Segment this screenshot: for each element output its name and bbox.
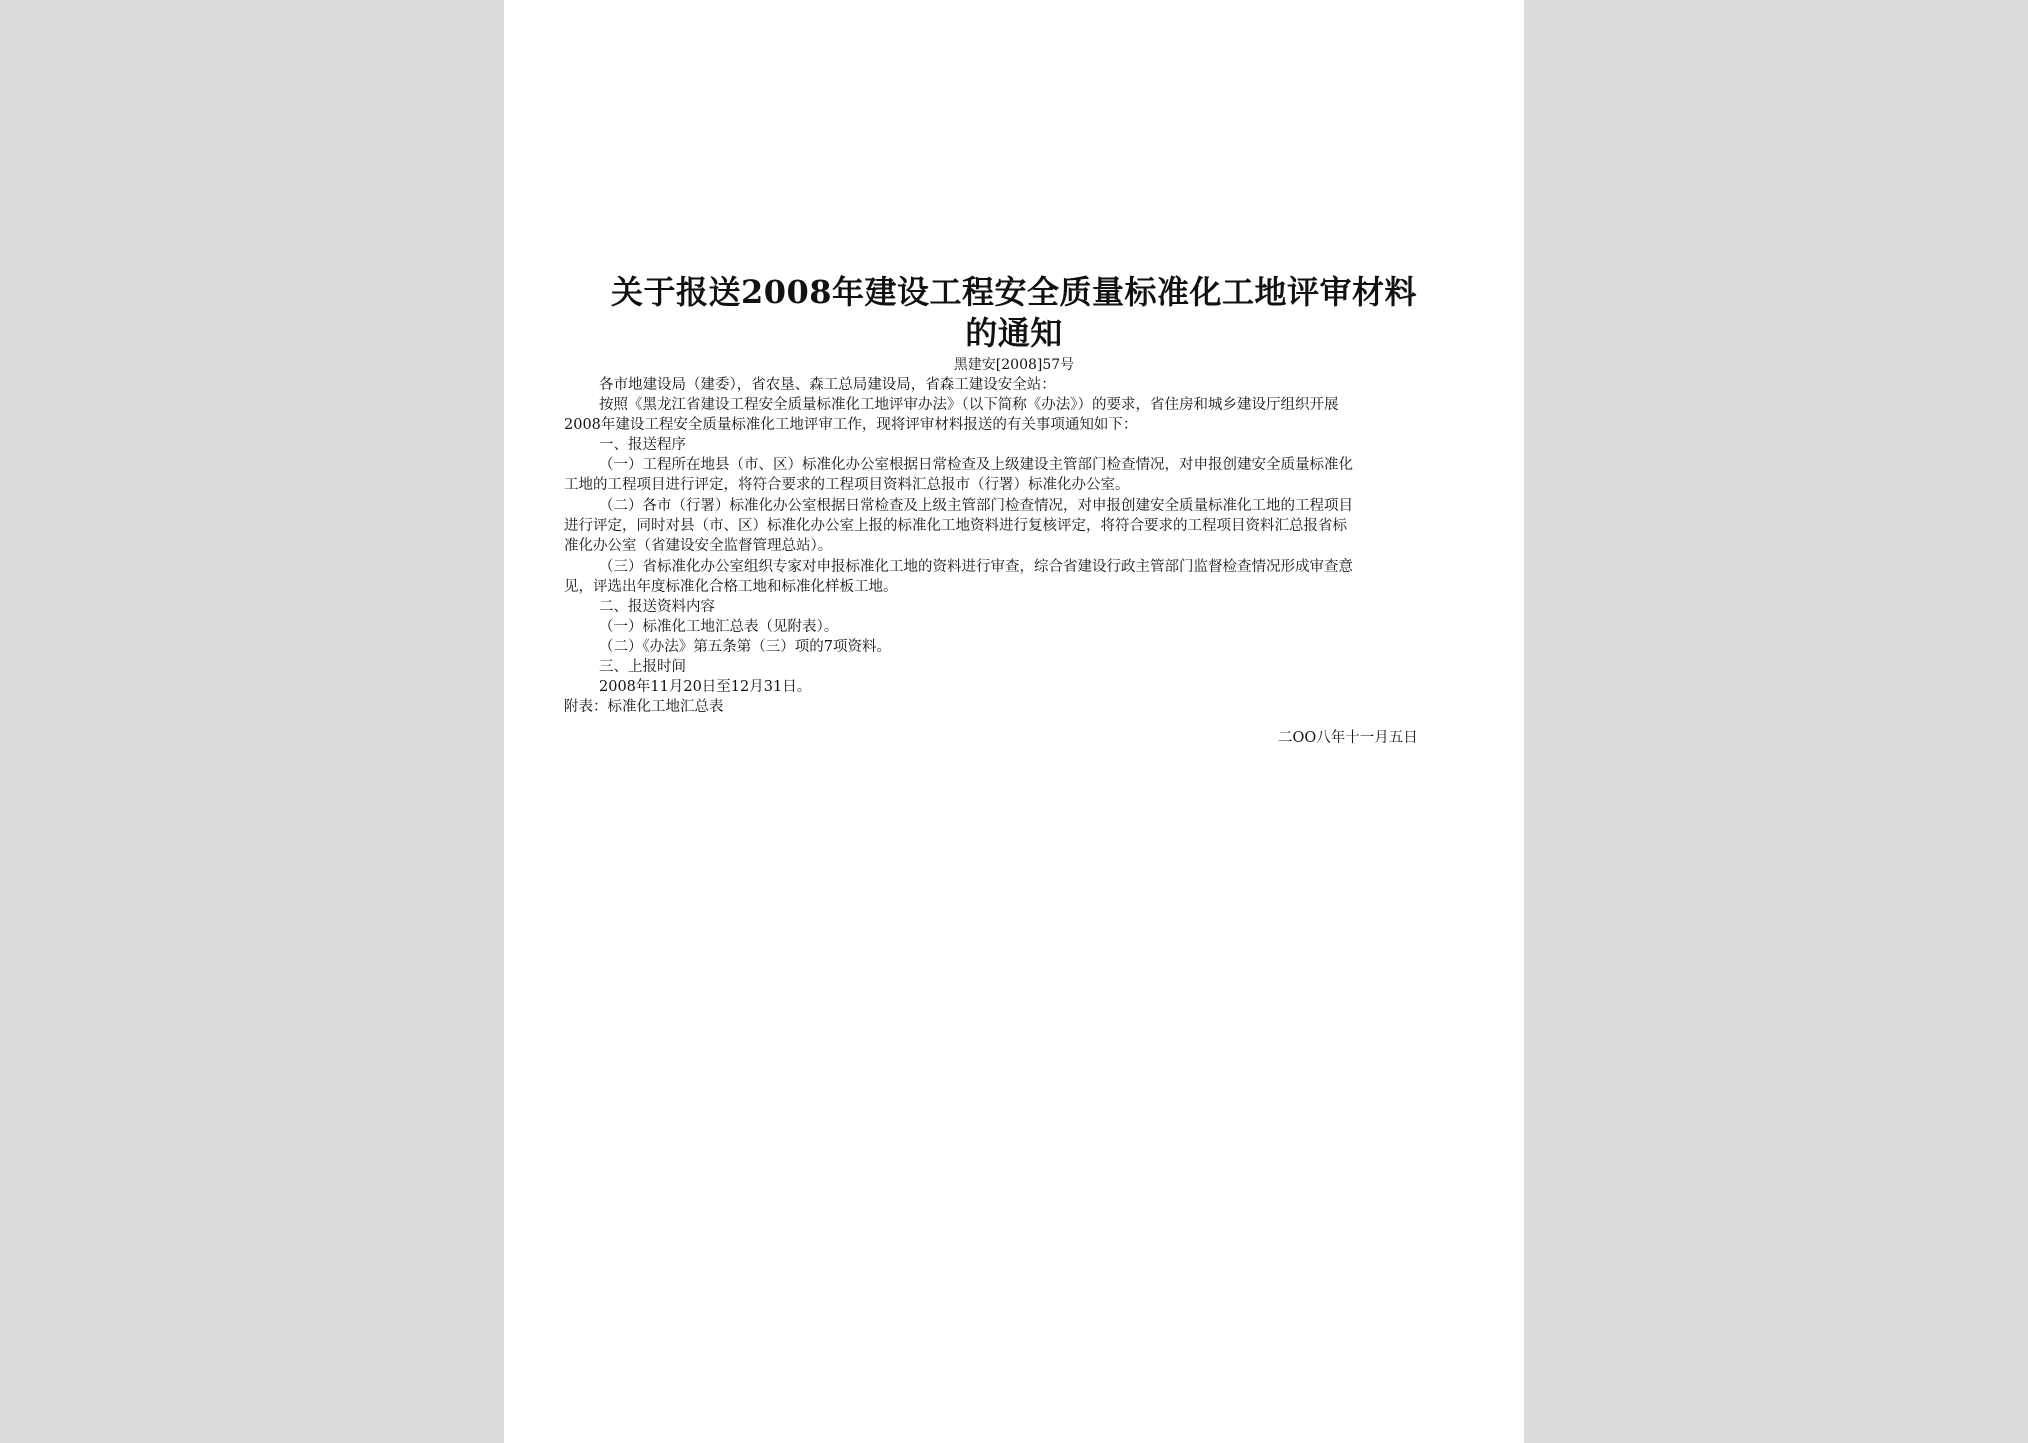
section-heading: 三、上报时间 xyxy=(599,659,686,675)
body-line: 见，评选出年度标准化合格工地和标准化样板工地。 xyxy=(564,579,898,595)
body-line: （一）工程所在地县（市、区）标准化办公室根据日常检查及上级建设主管部门检查情况，对申报创建安全质量标准化 xyxy=(599,457,1353,473)
document-title-line2: 的通知 xyxy=(965,314,1063,352)
body-line: 进行评定，同时对县（市、区）标准化办公室上报的标准化工地资料进行复核评定，将符合要求的工程项目资料汇总报省标 xyxy=(564,518,1347,534)
sign-date: 二OO八年十一月五日 xyxy=(1278,730,1418,746)
section-heading: 一、报送程序 xyxy=(599,437,686,453)
document-page xyxy=(504,0,1524,1443)
body-line: （二）各市（行署）标准化办公室根据日常检查及上级主管部门检查情况，对申报创建安全质量标准化工地的工程项目 xyxy=(599,498,1353,514)
document-number: 黑建安[2008]57号 xyxy=(953,357,1075,373)
attachment-line: 附表：标准化工地汇总表 xyxy=(564,699,724,715)
document-title-line1: 关于报送2008年建设工程安全质量标准化工地评审材料 xyxy=(610,273,1418,311)
body-line: 2008年11月20日至12月31日。 xyxy=(599,679,812,695)
body-line: （二）《办法》第五条第（三）项的7项资料。 xyxy=(599,639,891,655)
body-line: 2008年建设工程安全质量标准化工地评审工作，现将评审材料报送的有关事项通知如下： xyxy=(564,417,1138,433)
body-line: 准化办公室（省建设安全监督管理总站）。 xyxy=(564,538,833,554)
body-line: 工地的工程项目进行评定，将符合要求的工程项目资料汇总报市（行署）标准化办公室。 xyxy=(564,477,1130,493)
body-line: 各市地建设局（建委），省农垦、森工总局建设局，省森工建设安全站： xyxy=(599,377,1056,393)
body-line: （三）省标准化办公室组织专家对申报标准化工地的资料进行审查，综合省建设行政主管部门监督检查情况形成审查意 xyxy=(599,559,1353,575)
section-heading: 二、报送资料内容 xyxy=(599,599,715,615)
body-line: （一）标准化工地汇总表（见附表）。 xyxy=(599,619,839,635)
body-line: 按照《黑龙江省建设工程安全质量标准化工地评审办法》（以下简称《办法》）的要求，省住房和城乡建设厅组织开展 xyxy=(599,397,1339,413)
